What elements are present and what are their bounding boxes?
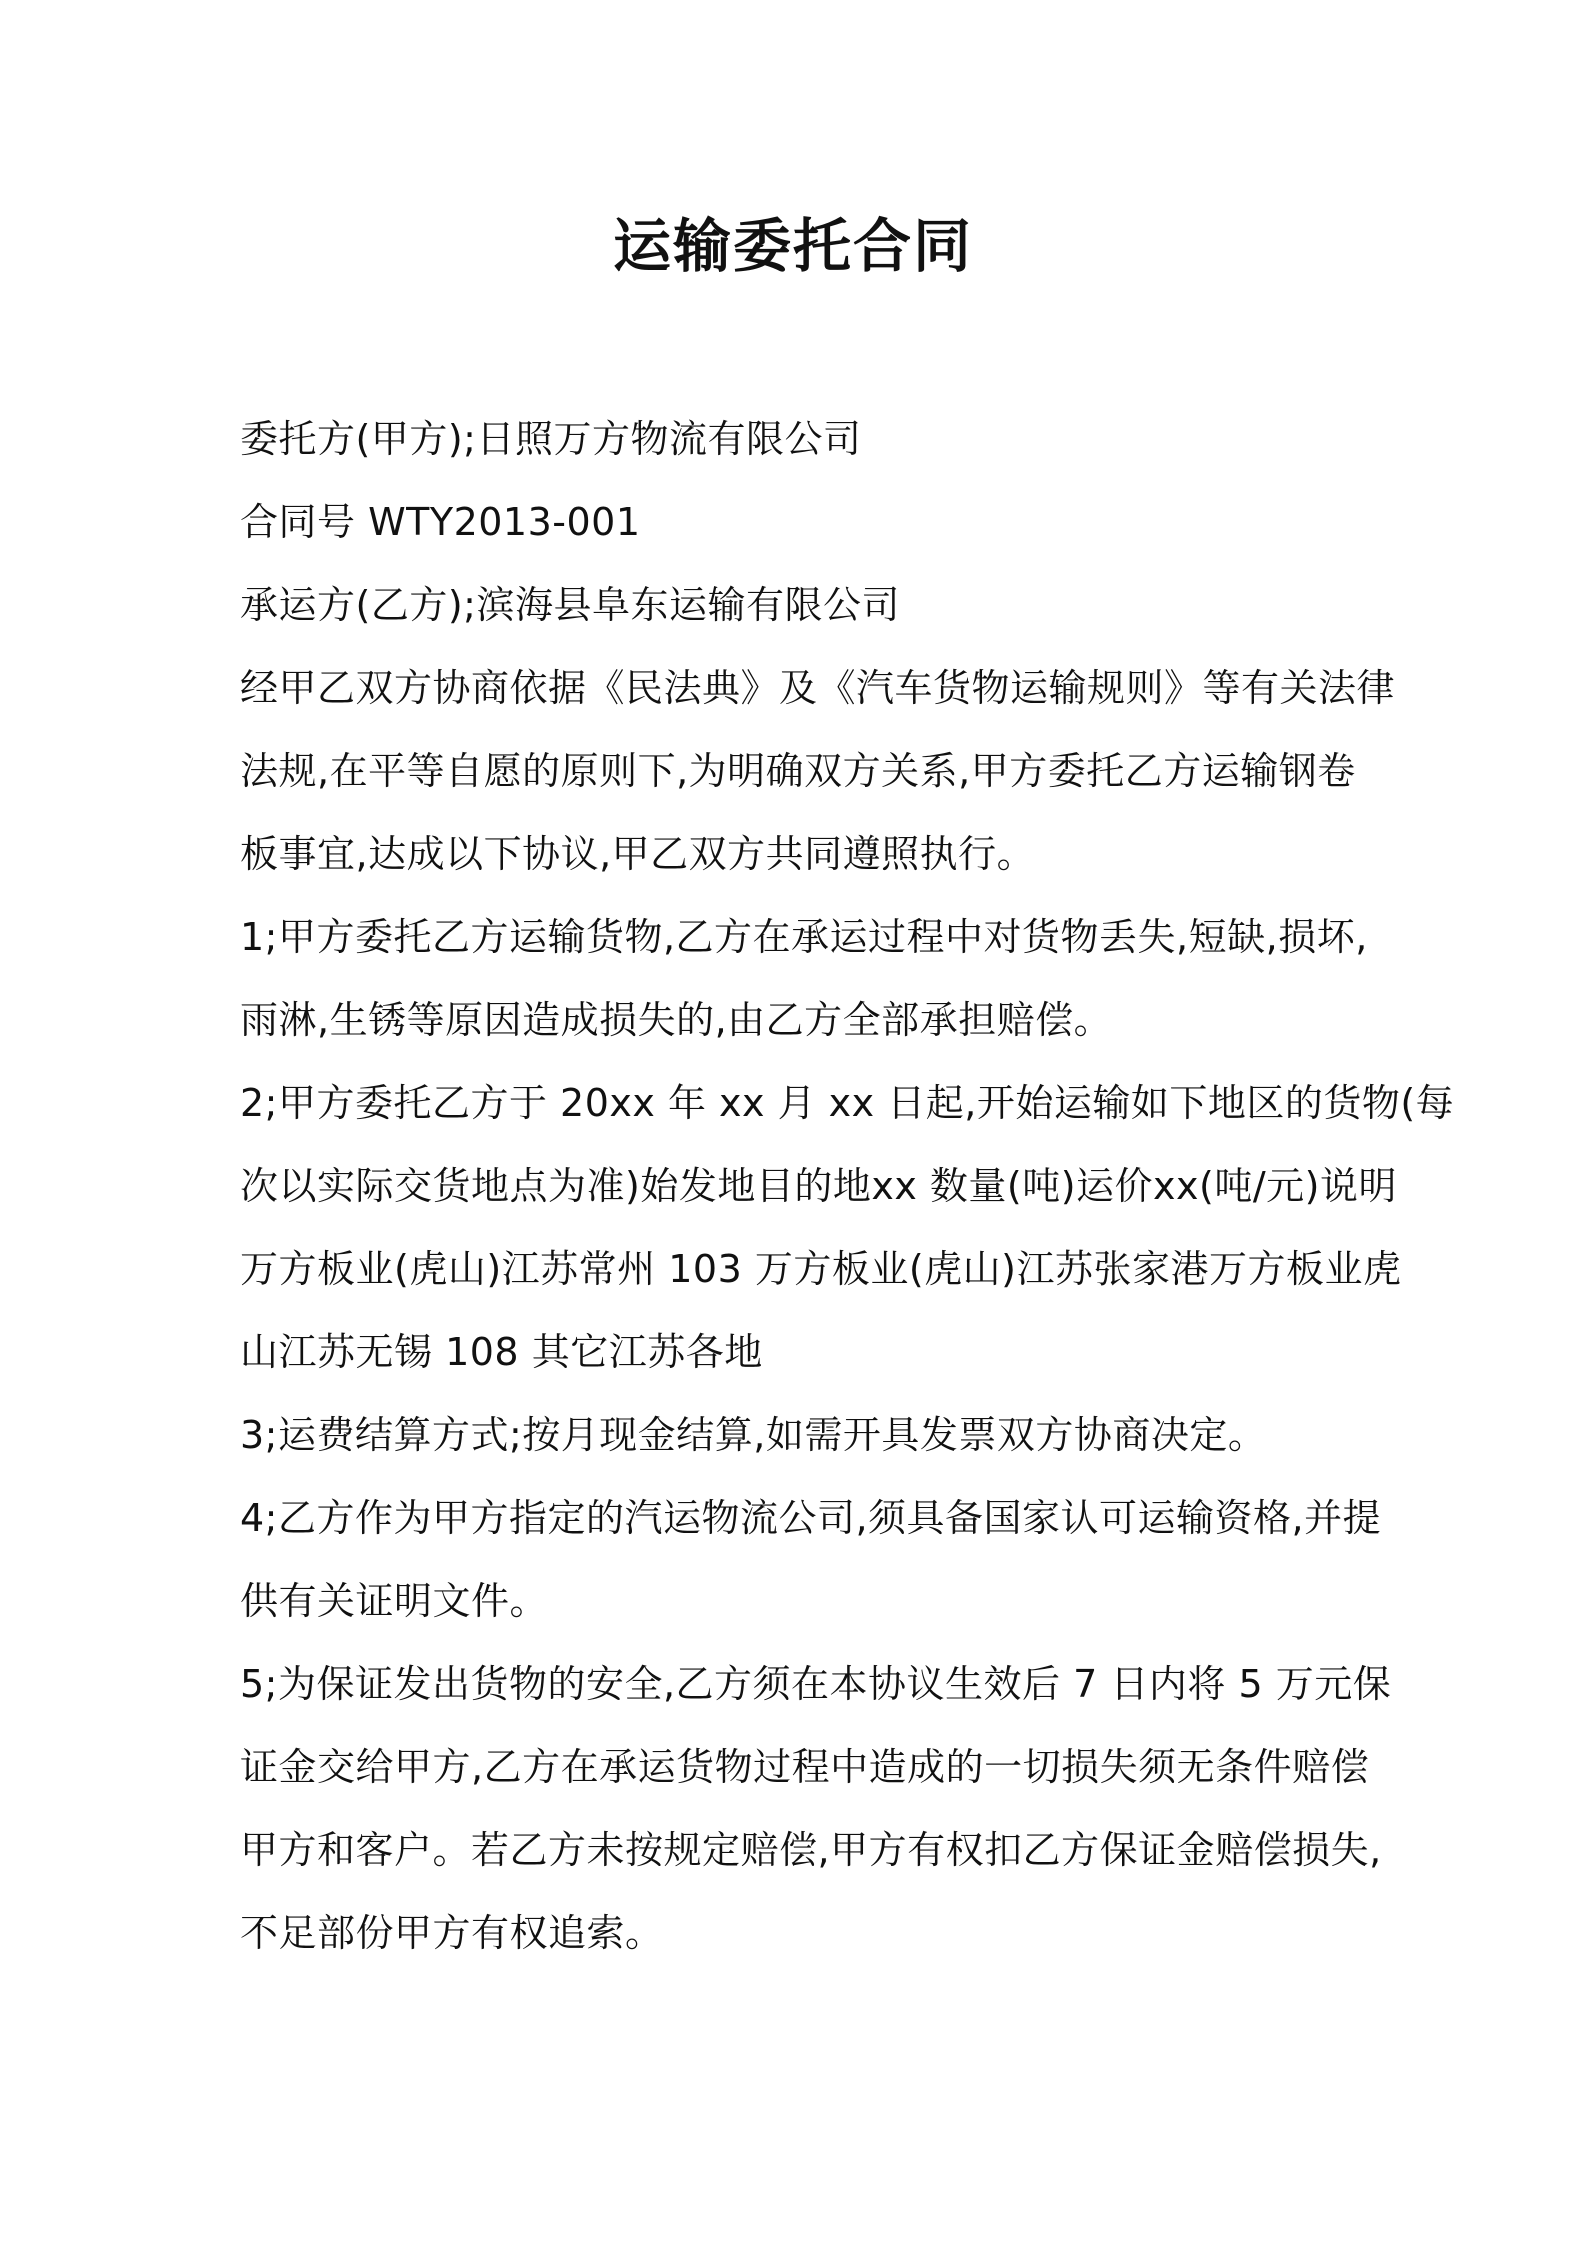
text-line: 次以实际交货地点为准)始发地目的地xx 数量(吨)运价xx(吨/元)说明 (240, 1164, 1397, 1208)
text-line: 经甲乙双方协商依据《民法典》及《汽车货物运输规则》等有关法律 (240, 666, 1396, 710)
text-line: 板事宜,达成以下协议,甲乙双方共同遵照执行。 (240, 832, 1036, 876)
document-title: 运输委托合同 (612, 212, 973, 280)
text-line: 承运方(乙方);滨海县阜东运输有限公司 (240, 583, 900, 627)
text-line: 不足部份甲方有权追索。 (240, 1911, 664, 1955)
text-line: 法规,在平等自愿的原则下,为明确双方关系,甲方委托乙方运输钢卷 (240, 749, 1356, 793)
text-line: 合同号 WTY2013-001 (240, 500, 641, 544)
text-line: 5;为保证发出货物的安全,乙方须在本协议生效后 7 日内将 5 万元保 (240, 1662, 1392, 1706)
text-line: 万方板业(虎山)江苏常州 103 万方板业(虎山)江苏张家港万方板业虎 (240, 1247, 1402, 1291)
text-line: 供有关证明文件。 (240, 1579, 549, 1623)
text-line: 1;甲方委托乙方运输货物,乙方在承运过程中对货物丢失,短缺,损坏, (240, 915, 1368, 959)
text-line: 委托方(甲方);日照万方物流有限公司 (240, 417, 862, 461)
document-body (240, 398, 1455, 1975)
text-line: 4;乙方作为甲方指定的汽运物流公司,须具备国家认可运输资格,并提 (240, 1496, 1382, 1540)
text-line: 3;运费结算方式;按月现金结算,如需开具发票双方协商决定。 (240, 1413, 1267, 1457)
text-line: 山江苏无锡 108 其它江苏各地 (240, 1330, 763, 1374)
text-line: 证金交给甲方,乙方在承运货物过程中造成的一切损失须无条件赔偿 (240, 1745, 1370, 1789)
text-line: 雨淋,生锈等原因造成损失的,由乙方全部承担赔偿。 (240, 998, 1113, 1042)
text-line: 甲方和客户。若乙方未按规定赔偿,甲方有权扣乙方保证金赔偿损失, (240, 1828, 1382, 1872)
text-line: 2;甲方委托乙方于 20xx 年 xx 月 xx 日起,开始运输如下地区的货物(每 (240, 1081, 1455, 1125)
